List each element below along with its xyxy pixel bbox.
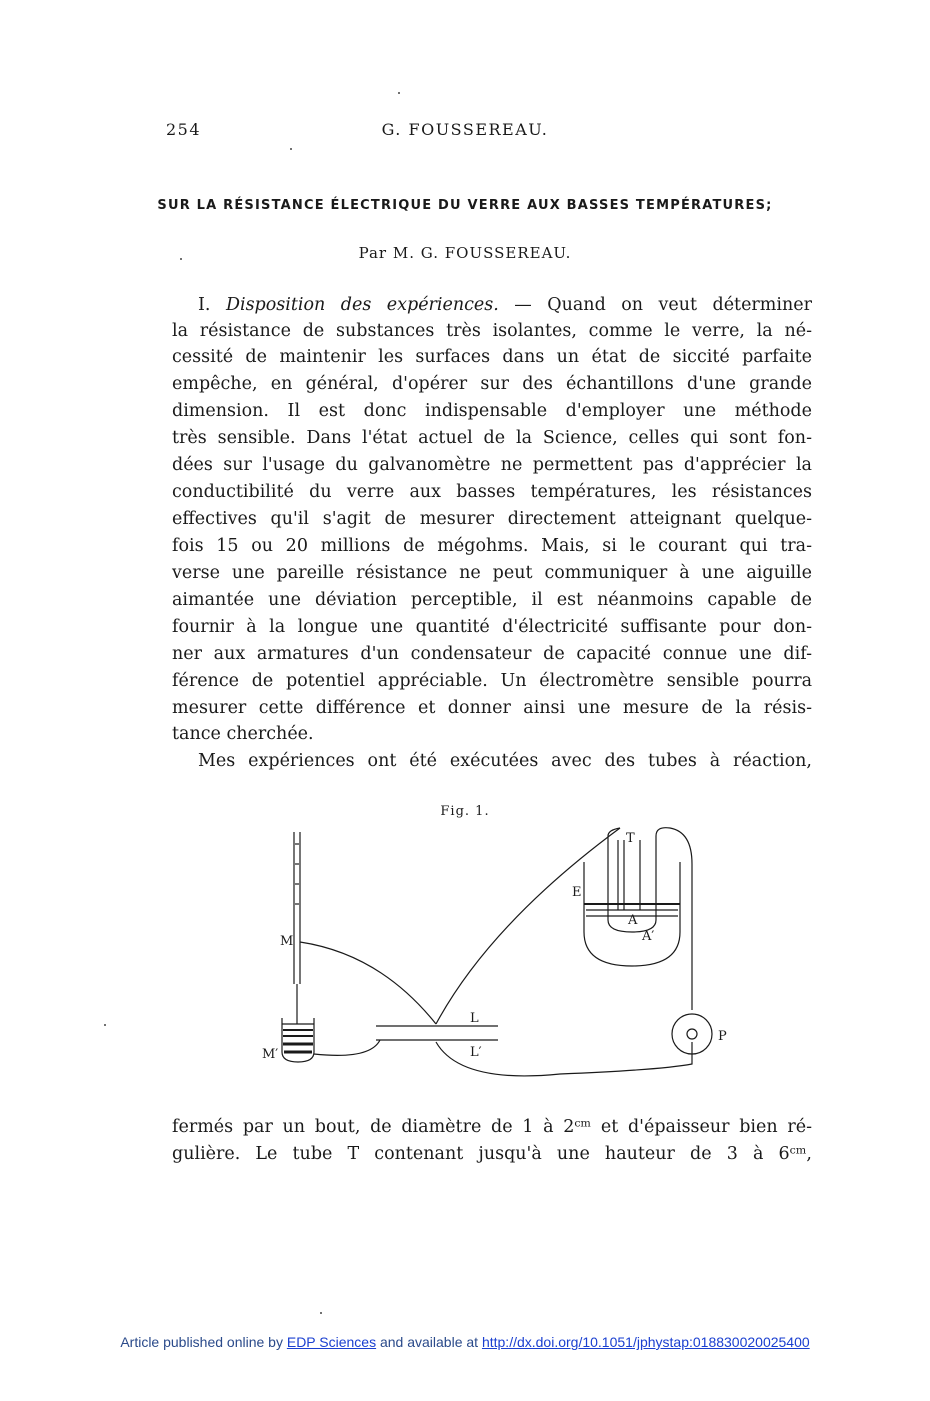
running-head: G. FOUSSEREAU. <box>381 120 549 139</box>
footer-prefix: Article published online by <box>120 1334 287 1350</box>
condenser-plates <box>376 1026 498 1040</box>
reaction-tube-apparatus <box>584 828 692 1010</box>
paragraph-line: mesurer cette différence et donner ainsi une mesure de la résis- <box>172 698 812 718</box>
scan-speck <box>398 92 400 94</box>
scan-speck <box>320 1312 322 1314</box>
paragraph-line: aimantée une déviation perceptible, il est néanmoins capable de <box>172 590 812 610</box>
paragraph-line: ner aux armatures d'un condensateur de capacité connue une dif- <box>172 644 812 664</box>
electrometer-cup <box>282 1018 314 1062</box>
label-L: L <box>470 1011 479 1026</box>
doi-link[interactable]: http://dx.doi.org/10.1051/jphystap:018830020025400 <box>481 1334 810 1350</box>
paragraph-line: conductibilité du verre aux basses températures, les résistances <box>172 482 812 502</box>
label-E: E <box>572 885 582 900</box>
paragraph-line: verse une pareille résistance ne peut communiquer à une aiguille <box>172 563 812 583</box>
paragraph-line: la résistance de substances très isolantes, comme le verre, la né- <box>172 321 812 341</box>
paragraph-line: gulière. Le tube T contenant jusqu'à une hauteur de 3 à 6ᶜᵐ, <box>172 1144 812 1164</box>
paragraph-line: férence de potentiel appréciable. Un électromètre sensible pourra <box>172 671 812 691</box>
paragraph-line <box>198 292 812 319</box>
paragraph-line: tance cherchée. <box>172 724 314 744</box>
figure-caption: Fig. 1. <box>440 804 490 819</box>
scan-speck <box>104 1024 106 1026</box>
publication-footer <box>0 1334 930 1350</box>
paragraph-line: effectives qu'il s'agit de mesurer directement atteignant quelque- <box>172 509 812 529</box>
scan-speck <box>180 258 182 260</box>
paragraph-line: fournir à la longue une quantité d'électricité suffisante pour don- <box>172 617 812 637</box>
electrometer-tube <box>294 832 300 1024</box>
edp-sciences-link[interactable]: EDP Sciences <box>286 1334 377 1350</box>
article-byline: Par M. G. FOUSSEREAU. <box>358 244 572 262</box>
paragraph-line: cessité de maintenir les surfaces dans un état de siccité parfaite <box>172 347 812 367</box>
label-A-prime: A′ <box>642 929 655 944</box>
section-label: I. <box>198 295 211 315</box>
label-P: P <box>718 1029 727 1044</box>
paragraph-line: fermés par un bout, de diamètre de 1 à 2ᶜᵐ et d'épaisseur bien ré- <box>172 1117 812 1137</box>
paragraph-line: très sensible. Dans l'état actuel de la Science, celles qui sont fon- <box>172 428 812 448</box>
label-A: A <box>628 913 638 928</box>
paragraph-line: empêche, en général, d'opérer sur des échantillons d'une grande <box>172 374 812 394</box>
section-title: Disposition des expériences. <box>225 295 499 315</box>
footer-middle: and available at <box>376 1334 482 1350</box>
paragraph-line-text: — Quand on veut déterminer <box>498 295 812 315</box>
label-T: T <box>626 831 635 846</box>
paragraph-line: dées sur l'usage du galvanomètre ne permettent pas d'apprécier la <box>172 455 812 475</box>
label-L-prime: L′ <box>470 1045 482 1060</box>
scan-speck <box>290 148 292 150</box>
label-M: M <box>280 934 294 949</box>
paragraph-line: fois 15 ou 20 millions de mégohms. Mais, si le courant qui tra- <box>172 536 812 556</box>
page-number: 254 <box>166 120 202 139</box>
paragraph-line: dimension. Il est donc indispensable d'employer une méthode <box>172 401 812 421</box>
apparatus-figure <box>260 824 740 1084</box>
paragraph-line: Mes expériences ont été exécutées avec des tubes à réaction, <box>198 751 812 771</box>
article-title: SUR LA RÉSISTANCE ÉLECTRIQUE DU VERRE AUX BASSES TEMPÉRATURES; <box>157 198 773 213</box>
label-M-prime: M′ <box>262 1047 279 1062</box>
